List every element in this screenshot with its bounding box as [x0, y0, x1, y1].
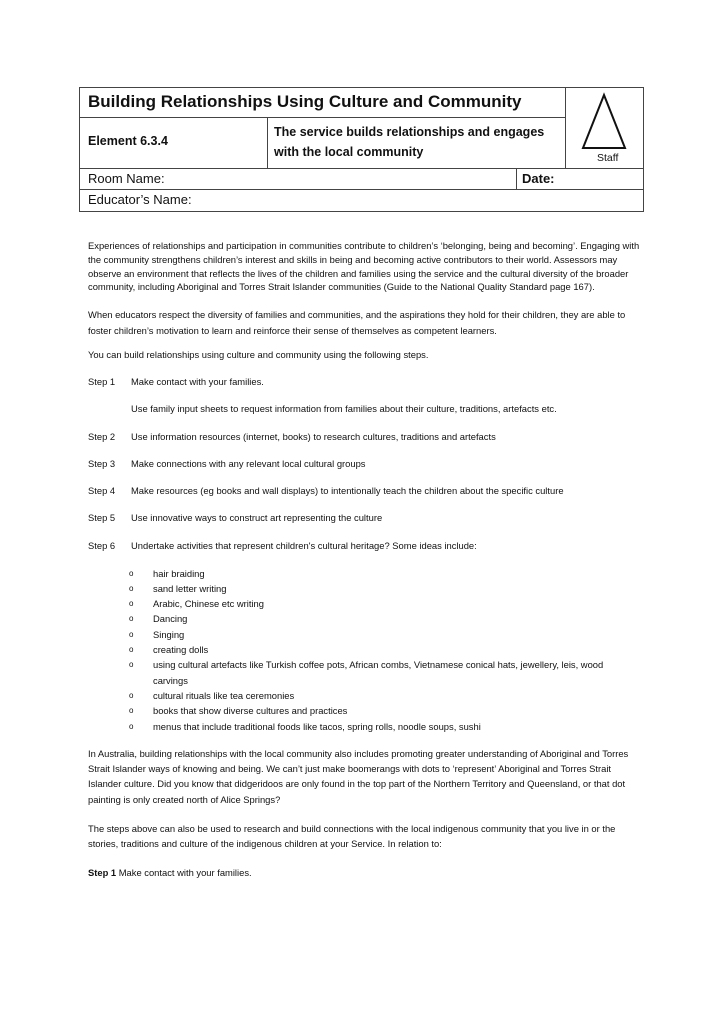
- staff-label: Staff: [597, 152, 619, 164]
- respect-paragraph: When educators respect the diversity of families and communities, and the aspirations they hold for their children, they are able to foster children’s motivation to learn and reinforce their sense of themselves as competent learners.: [88, 309, 626, 336]
- intro-paragraph: Experiences of relationships and participation in communities contribute to children’s ‘belonging, being and becoming’. Engaging with the community strengthens children’s interest and skills in being and becoming active contributors to their world. Assessors may observe an environment that reflects the lives of the children and families using the service and the cultural diversity of the broader community, including Aboriginal and Torres Strait Islander communities (Guide to the National Quality Standard page 167).: [88, 240, 640, 293]
- bullet: o: [129, 660, 134, 670]
- bullet: o: [129, 721, 134, 731]
- step-3: [88, 457, 640, 471]
- step-1: [88, 375, 640, 389]
- list-item: o books that show diverse cultures and practices: [129, 703, 640, 718]
- educator-name-field[interactable]: Educator’s Name:: [88, 192, 192, 207]
- bullet: o: [129, 583, 134, 593]
- staff-icon-cell: [566, 88, 644, 169]
- bullet: o: [129, 599, 134, 609]
- final-step: [88, 866, 640, 880]
- final-step-text: Make contact with your families.: [116, 866, 252, 878]
- list-item: o Dancing: [129, 611, 640, 626]
- step-label: Step 6: [88, 539, 116, 551]
- element-description: The service builds relationships and engages with the local community: [268, 118, 566, 169]
- bullet: o: [129, 690, 134, 700]
- step-5: [88, 511, 640, 525]
- australia-paragraph: In Australia, building relationships with the local community also includes promoting greater understanding of Aboriginal and Torres Strait Islander ways of knowing and being. We can’t just make boomerangs with dots to ‘represent’ Aboriginal and Torres Strait Islander culture. Did you know that didgeridoos are only found in the top part of the Northern Territory and Queensland, or that dot painting is only created north of Alice Springs?: [88, 747, 629, 805]
- ideas-list: [88, 566, 640, 734]
- list-item: o menus that include traditional foods like tacos, spring rolls, noodle soups, sushi: [129, 719, 640, 734]
- list-item: o sand letter writing: [129, 581, 640, 596]
- step-text: Make contact with your families.: [131, 375, 264, 387]
- step-label: Step 5: [88, 512, 116, 524]
- bullet: o: [129, 614, 134, 624]
- document-title: Building Relationships Using Culture and Community: [80, 88, 566, 118]
- list-item: o cultural rituals like tea ceremonies: [129, 688, 640, 703]
- document-body: [88, 239, 640, 879]
- final-step-label: Step 1: [88, 866, 117, 878]
- bullet: o: [129, 706, 134, 716]
- step-text: Undertake activities that represent children's cultural heritage? Some ideas include:: [131, 539, 477, 551]
- step-6: [88, 539, 640, 553]
- step-text: Use innovative ways to construct art representing the culture: [131, 512, 383, 524]
- element-code: Element 6.3.4: [80, 118, 268, 169]
- indigenous-paragraph: The steps above can also be used to research and build connections with the local indigenous community that you live in or the stories, traditions and culture of the indigenous children at your Service. In relation to:: [88, 823, 616, 850]
- step-text: Make connections with any relevant local cultural groups: [131, 457, 366, 469]
- steps-intro: You can build relationships using culture and community using the following steps.: [88, 349, 429, 361]
- list-item: o Arabic, Chinese etc writing: [129, 596, 640, 611]
- step-2: [88, 430, 640, 444]
- step-text: Use information resources (internet, books) to research cultures, traditions and artefacts: [131, 430, 496, 442]
- bullet: o: [129, 568, 134, 578]
- list-item: o using cultural artefacts like Turkish coffee pots, African combs, Vietnamese conical hats, jewellery, leis, wood carvings: [129, 657, 640, 688]
- bullet: o: [129, 645, 134, 655]
- list-item: o hair braiding: [129, 566, 640, 581]
- list-item: o Singing: [129, 627, 640, 642]
- step-text: Make resources (eg books and wall displays) to intentionally teach the children about the specific culture: [131, 485, 564, 497]
- step-label: Step 1: [88, 375, 116, 387]
- step-label: Step 3: [88, 457, 116, 469]
- step-label: Step 4: [88, 485, 116, 497]
- header-table: [79, 87, 644, 212]
- room-name-field[interactable]: Room Name:: [80, 169, 517, 190]
- bullet: o: [129, 629, 134, 639]
- step-label: Step 2: [88, 430, 116, 442]
- step-4: [88, 484, 640, 498]
- date-field[interactable]: Date:: [517, 169, 644, 190]
- list-item: o creating dolls: [129, 642, 640, 657]
- step-1-detail: Use family input sheets to request information from families about their culture, traditions, artefacts etc.: [131, 403, 557, 415]
